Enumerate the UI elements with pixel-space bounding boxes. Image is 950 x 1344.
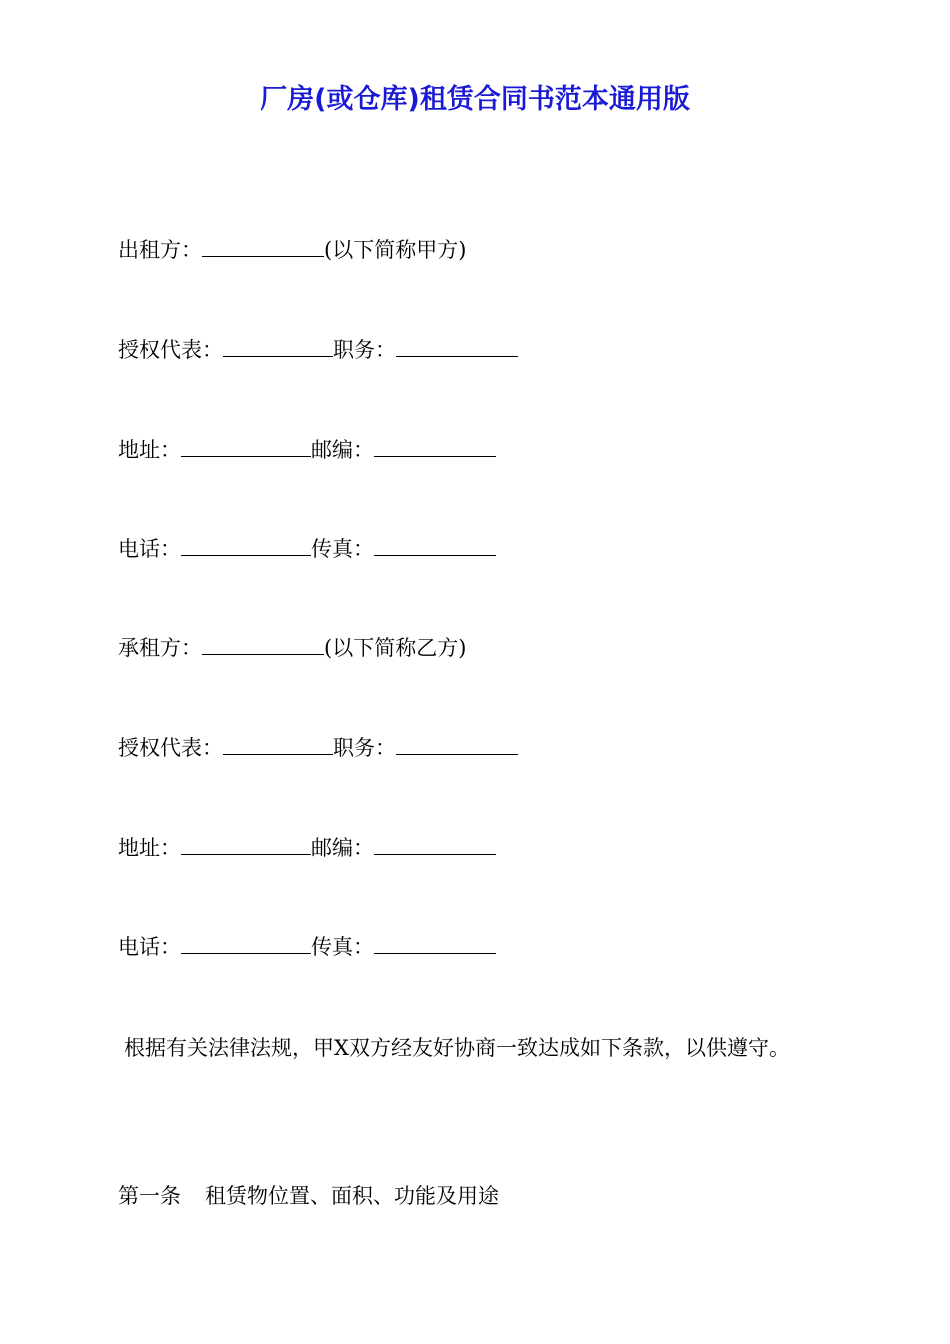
lessor-position-blank[interactable] <box>396 338 518 357</box>
document-title: 厂房(或仓库)租赁合同书范本通用版 <box>260 84 690 115</box>
lessor-address-label: 地址： <box>118 438 181 462</box>
lessor-label: 出租方： <box>118 238 202 262</box>
lessor-fax-blank[interactable] <box>374 537 496 556</box>
lessee-rep-line <box>118 733 518 763</box>
lessor-phone-label: 电话： <box>118 537 181 561</box>
preamble-paragraph: 根据有关法律法规，甲X双方经友好协商一致达成如下条款，以供遵守。 <box>124 1036 790 1060</box>
lessor-line <box>118 235 466 265</box>
lessor-rep-label: 授权代表： <box>118 338 223 362</box>
lessor-phone-blank[interactable] <box>181 537 311 556</box>
lessor-phone-line <box>118 534 496 564</box>
lessee-position-blank[interactable] <box>396 736 518 755</box>
lessor-suffix: (以下简称甲方) <box>324 238 467 262</box>
lessee-line <box>118 633 466 663</box>
lessor-postcode-label: 邮编： <box>311 438 374 462</box>
lessee-address-line <box>118 833 496 863</box>
lessor-address-line <box>118 435 496 465</box>
lessor-name-blank[interactable] <box>202 238 324 257</box>
lessee-postcode-label: 邮编： <box>311 836 374 860</box>
lessor-postcode-blank[interactable] <box>374 438 496 457</box>
lessor-rep-line <box>118 335 518 365</box>
article-1-title: 租赁物位置、面积、功能及用途 <box>205 1184 499 1208</box>
lessee-name-blank[interactable] <box>202 636 324 655</box>
lessee-phone-line <box>118 932 496 962</box>
lessee-fax-blank[interactable] <box>374 935 496 954</box>
lessee-rep-blank[interactable] <box>223 736 333 755</box>
lessor-address-blank[interactable] <box>181 438 311 457</box>
lessee-phone-blank[interactable] <box>181 935 311 954</box>
lessee-address-blank[interactable] <box>181 836 311 855</box>
lessee-suffix: (以下简称乙方) <box>324 636 467 660</box>
lessee-label: 承租方： <box>118 636 202 660</box>
lessor-fax-label: 传真： <box>311 537 374 561</box>
lessee-fax-label: 传真： <box>311 935 374 959</box>
lessor-rep-blank[interactable] <box>223 338 333 357</box>
lessee-postcode-blank[interactable] <box>374 836 496 855</box>
lessee-address-label: 地址： <box>118 836 181 860</box>
article-1-number: 第一条 <box>118 1184 181 1208</box>
article-1-heading <box>118 1181 499 1211</box>
lessee-rep-label: 授权代表： <box>118 736 223 760</box>
lessee-phone-label: 电话： <box>118 935 181 959</box>
lessor-position-label: 职务： <box>333 338 396 362</box>
lessee-position-label: 职务： <box>333 736 396 760</box>
